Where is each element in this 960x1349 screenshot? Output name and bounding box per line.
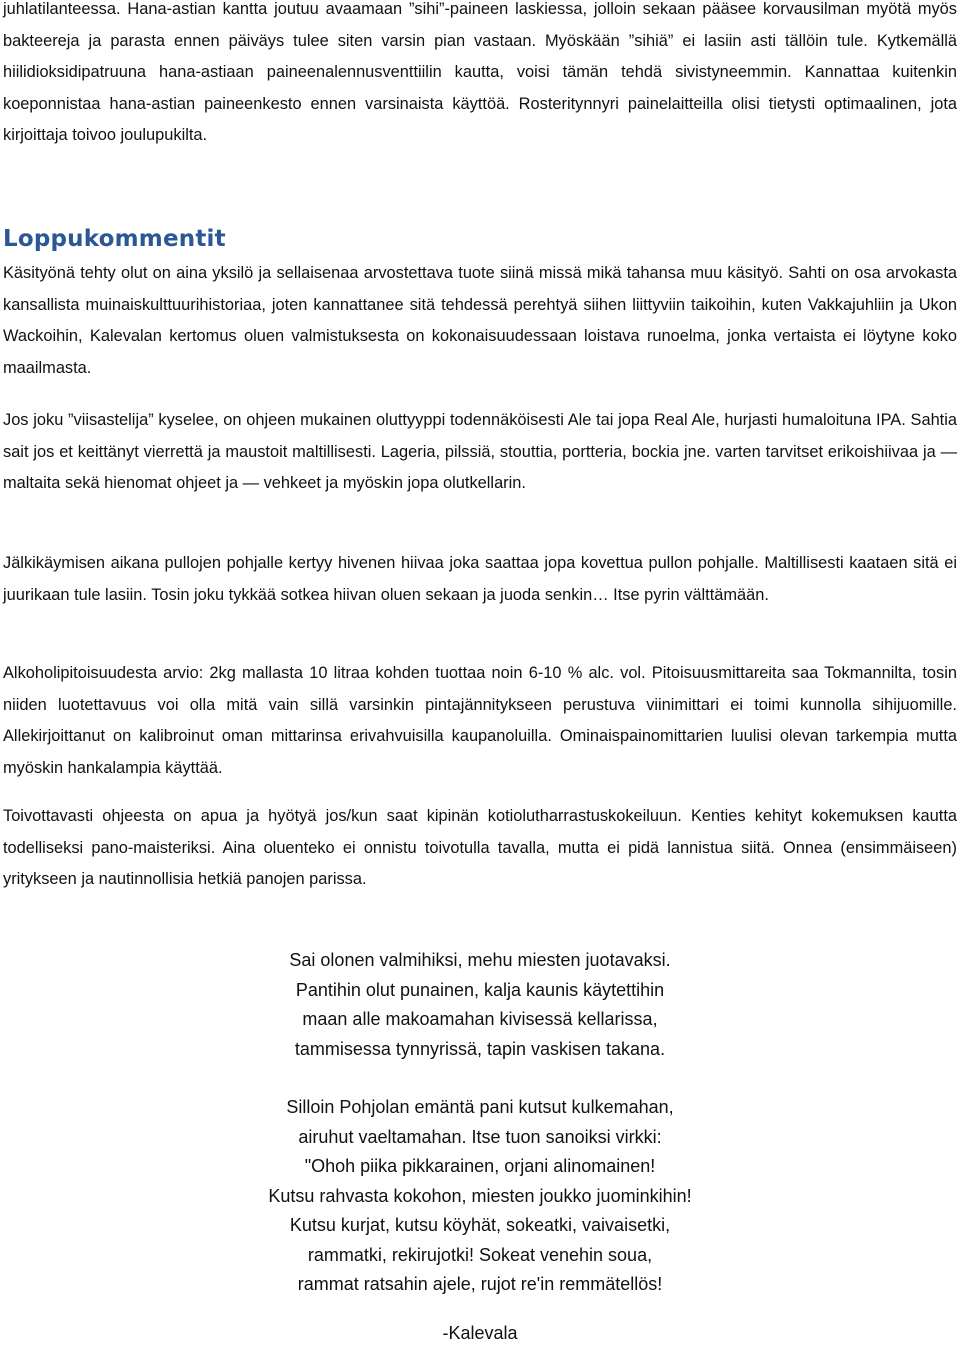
poem-stanza-2 bbox=[0, 1093, 960, 1300]
poem-signature: -Kalevala bbox=[442, 1323, 518, 1343]
paragraph-3: Jälkikäymisen aikana pullojen pohjalle kertyy hivenen hiivaa joka saattaa jopa kovettua pullon pohjalle. Maltillisesti kaataen sitä ei juurikaan tule lasiin. Tosin joku tykkää sotkea hiivan oluen sekaan ja juoda senkin… Itse pyrin välttämään. bbox=[3, 554, 957, 604]
poem-line: Kutsu rahvasta kokohon, miesten joukko juominkihin! bbox=[268, 1185, 692, 1206]
poem-line: "Ohoh piika pikkarainen, orjani alinomainen! bbox=[304, 1156, 656, 1176]
poem-line: Sai olonen valmihiksi, mehu miesten juotavaksi. bbox=[289, 950, 671, 970]
poem-line: maan alle makoamahan kivisessä kellarissa, bbox=[302, 1009, 658, 1029]
poem-line: Pantihin olut punainen, kalja kaunis käytettihin bbox=[295, 979, 665, 1000]
intro-paragraph: juhlatilanteessa. Hana-astian kantta joutuu avaamaan ”sihi”-paineen laskiessa, jolloin sekaan pääsee korvausilman myötä myös bakteereja ja parasta ennen päiväys tulee siten varsin pian vastaan. Myöskään ”sihiä” ei lasiin asti tällöin tule. Kytkemällä hiilidioksidipatruuna hana-astiaan paineenalennusventtiilin kautta, voisi tämän tehdä sivistyneemmin. Kannattaa kuitenkin koeponnistaa hana-astian paineenkesto ennen varsinaista käyttöä. Rosteritynnyri painelaitteilla olisi tietysti optimaalinen, jota kirjoittaja toivoo joulupukilta. bbox=[3, 0, 957, 144]
paragraph-5: Toivottavasti ohjeesta on apua ja hyötyä jos/kun saat kipinän kotiolutharrastuskokeiluun. Kenties kehityt kokemuksen kautta todelliseksi pano-maisteriksi. Aina oluenteko ei onnistu toivotulla tavalla, mutta ei pidä lannistua siitä. Onnea (ensimmäiseen) yritykseen ja nautinnollisia hetkiä panojen parissa. bbox=[3, 807, 957, 888]
paragraph-2: Jos joku ”viisastelija” kyselee, on ohjeen mukainen oluttyyppi todennäköisesti Ale tai jopa Real Ale, hurjasti humaloituna IPA. Sahtia sait jos et keittänyt vierrettä ja maustoit maltillisesti. Lageria, pilssiä, stouttia, portteria, bockia jne. varten tarvitset erikoishiivaa ja —maltaita sekä hienomat ohjeet ja — vehkeet ja myöskin jopa olutkellarin. bbox=[3, 411, 957, 492]
poem-line: Silloin Pohjolan emäntä pani kutsut kulkemahan, bbox=[286, 1097, 674, 1117]
poem-line: airuhut vaeltamahan. Itse tuon sanoiksi virkki: bbox=[298, 1126, 662, 1147]
poem-line: tammisessa tynnyrissä, tapin vaskisen takana. bbox=[294, 1038, 666, 1059]
paragraph-4: Alkoholipitoisuudesta arvio: 2kg mallasta 10 litraa kohden tuottaa noin 6-10 % alc. vol. Pitoisuusmittareita saa Tokmannilta, tosin niiden luotettavuus voi olla mitä vain sillä varsinkin pintajännitykseen perustuva viinimittari ei toimi kunnolla sihijuomille. Allekirjoittanut on kalibroinut oman mittarinsa erivahvuisilla kaupanoluilla. Ominaispainomittarien luulisi olevan tarkempia mutta myöskin hankalampia käyttää. bbox=[3, 664, 957, 777]
section-heading: Loppukommentit bbox=[3, 226, 226, 252]
poem-line: Kutsu kurjat, kutsu köyhät, sokeatki, vaivaisetki, bbox=[289, 1215, 671, 1235]
poem-stanza-1 bbox=[0, 946, 960, 1064]
paragraph-1: Käsityönä tehty olut on aina yksilö ja sellaisenaa arvostettava tuote siinä missä mikä tahansa muu käsityö. Sahti on osa arvokasta kansallista muinaiskulttuurihistoriaa, joten kannattanee sitä tehdessä perehtyä siihen liittyviin taikoihin, kuten Vakkajuhliin ja Ukon Wackoihin, Kalevalan kertomus oluen valmistuksesta on kokonaisuudessaan loistava runoelma, jonka vertaista ei löytyne koko maailmasta. bbox=[3, 264, 957, 377]
poem-line: rammatki, rekirujotki! Sokeat venehin soua, bbox=[307, 1244, 653, 1265]
poem-line: rammat ratsahin ajele, rujot re'in remmätellös! bbox=[297, 1274, 663, 1294]
